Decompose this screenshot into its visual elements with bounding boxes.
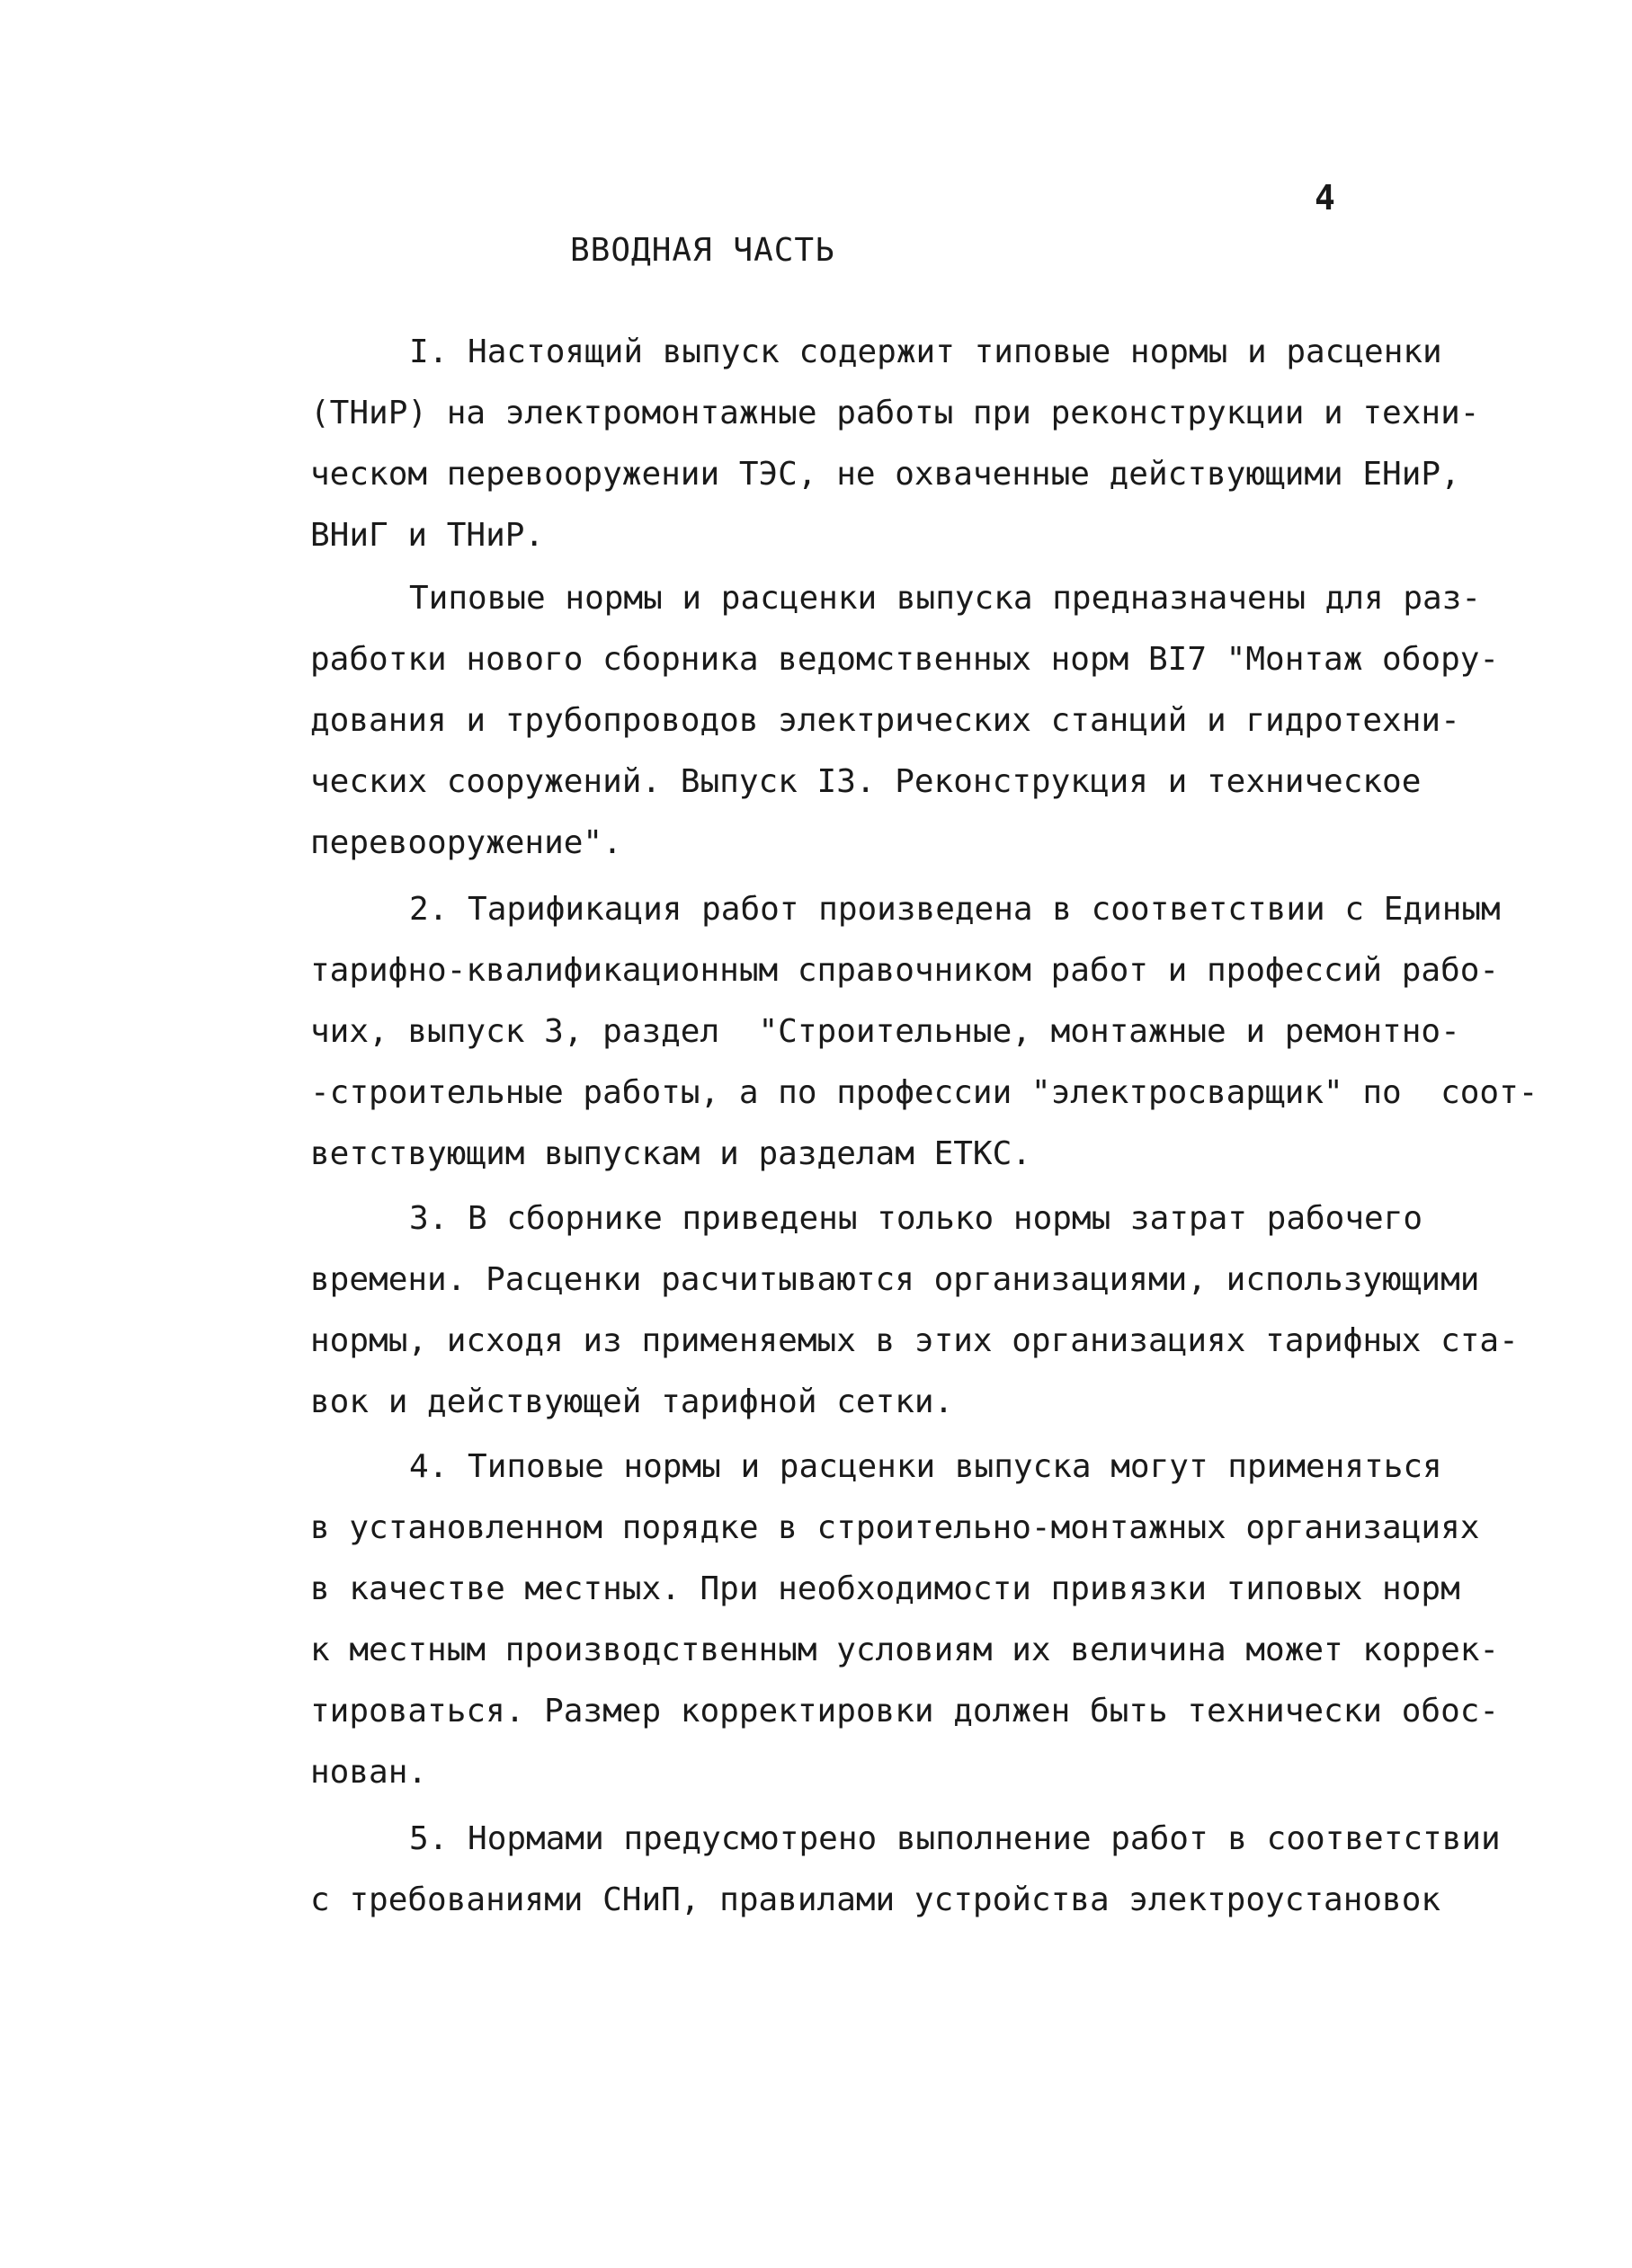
paragraph-5	[310, 1436, 1500, 1803]
paragraph-line: в установленном порядке в строительно-монтажных организациях	[310, 1509, 1480, 1546]
paragraph-line: тарифно-квалификационным справочником работ и профессий рабо-	[310, 952, 1500, 989]
paragraph-line: чих, выпуск 3, раздел "Строительные, монтажные и ремонтно-	[310, 1013, 1460, 1050]
paragraph-line: к местным производственным условиям их величина может коррек-	[310, 1632, 1500, 1668]
paragraph-line: работки нового сборника ведомственных норм ВI7 "Монтаж обору-	[310, 641, 1500, 678]
paragraph-line: ческом перевооружении ТЭС, не охваченные действующими ЕНиР,	[310, 456, 1460, 493]
paragraph-line: Типовые нормы и расценки выпуска предназначены для раз-	[409, 580, 1482, 617]
paragraph-line: 2. Тарификация работ произведена в соответствии с Единым	[409, 891, 1501, 928]
paragraph-line: (ТНиР) на электромонтажные работы при реконструкции и техни-	[310, 395, 1480, 431]
paragraph-line: нормы, исходя из применяемых в этих организациях тарифных ста-	[310, 1322, 1519, 1359]
paragraph-3	[310, 879, 1538, 1185]
paragraph-6	[310, 1809, 1501, 1931]
paragraph-line: с требованиями СНиП, правилами устройства электроустановок	[310, 1881, 1441, 1918]
paragraph-line: 3. В сборнике приведены только нормы затрат рабочего	[409, 1200, 1423, 1237]
paragraph-line: ветствующим выпускам и разделам ЕТКС.	[310, 1135, 1031, 1172]
paragraph-line: -строительные работы, а по профессии "электросварщик" по соот-	[310, 1074, 1538, 1111]
paragraph-line: вок и действующей тарифной сетки.	[310, 1383, 954, 1420]
paragraph-line: в качестве местных. При необходимости привязки типовых норм	[310, 1570, 1460, 1607]
paragraph-line: ческих сооружений. Выпуск I3. Реконструкция и техническое	[310, 763, 1422, 800]
paragraph-line: ВНиГ и ТНиР.	[310, 517, 545, 554]
paragraph-line: нован.	[310, 1754, 428, 1791]
paragraph-line: 4. Типовые нормы и расценки выпуска могут применяться	[409, 1448, 1442, 1485]
page-number: 4	[1315, 178, 1335, 218]
paragraph-1	[310, 322, 1480, 566]
section-title: ВВОДНАЯ ЧАСТЬ	[570, 232, 835, 269]
paragraph-line: дования и трубопроводов электрических станций и гидротехни-	[310, 702, 1460, 739]
paragraph-2	[310, 568, 1500, 874]
paragraph-line: времени. Расценки расчитываются организациями, использующими	[310, 1261, 1480, 1298]
paragraph-line: I. Настоящий выпуск содержит типовые нормы и расценки	[409, 334, 1442, 370]
paragraph-4	[310, 1188, 1519, 1433]
paragraph-line: тироваться. Размер корректировки должен быть технически обос-	[310, 1693, 1500, 1730]
paragraph-line: 5. Нормами предусмотрено выполнение работ в соответствии	[409, 1820, 1501, 1857]
paragraph-line: перевооружение".	[310, 824, 622, 861]
